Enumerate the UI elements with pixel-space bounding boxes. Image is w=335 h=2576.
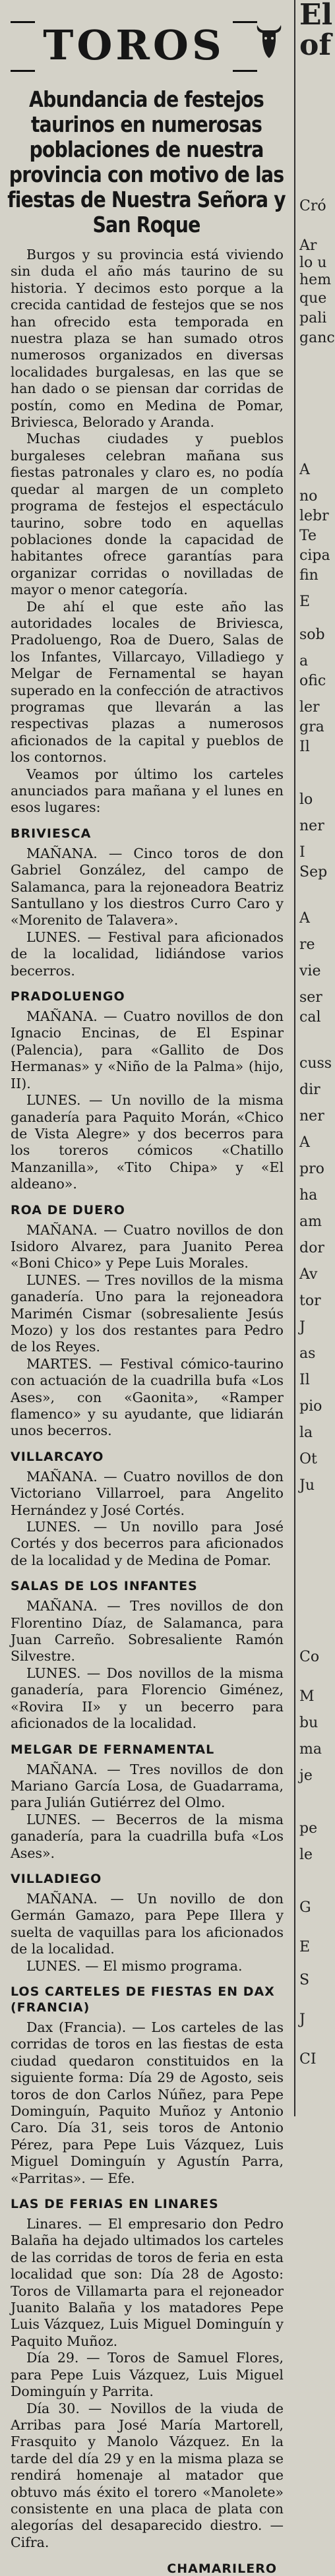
section-paragraph: LUNES. — Festival para aficionados de la localidad, lidiándose varios becerros.: [11, 929, 284, 979]
edge-fragment: pali: [299, 310, 327, 326]
section-heading-villadiego: VILLADIEGO: [11, 1871, 102, 1886]
edge-fragment: as: [299, 1345, 316, 1362]
edge-fragment: Co: [299, 1649, 320, 1665]
section-paragraph: MARTES. — Festival cómico-taurino con actuación de la cuadrilla bufa «Los Ases», con «Gaonita», «Ramper flamenco» y su ayudante, que lidiarán unos becerros.: [11, 1355, 284, 1439]
section-paragraph: Día 29. — Toros de Samuel Flores, para Pepe Luis Vázquez, Luis Miguel Dominguín y Parrita.: [11, 2350, 284, 2400]
section-header: [11, 15, 284, 80]
edge-fragment: am: [299, 1213, 322, 1230]
edge-fragment: ner: [299, 1108, 324, 1124]
edge-fragment: I: [299, 844, 305, 861]
section-heading-linares: LAS DE FERIAS EN LINARES: [11, 2197, 219, 2212]
section-paragraph: LUNES. — Un novillo para José Cortés y dos becerros para aficionados de la localidad y de Medina de Pomar.: [11, 1519, 284, 1568]
edge-fragment: pro: [299, 1161, 324, 1177]
adjacent-column-fragment: [297, 0, 335, 2116]
edge-fragment: J: [299, 1319, 305, 1335]
section-paragraph: Día 30. — Novillos de la viuda de Arribas para José María Martorell, Frasquito y Manolo Vázquez. En la tarde del día 29 y en la misma plaza se rendirá homenaje al matador que obtuvo más éxito el torero «Manolete» consistente en una placa de plata con alegorías del desaparecido diestro. — Cifra.: [11, 2400, 284, 2550]
edge-fragment: A: [299, 462, 310, 478]
edge-fragment: le: [299, 1847, 313, 1863]
edge-fragment: no: [299, 488, 318, 505]
edge-fragment: lebr: [299, 508, 329, 524]
edge-fragment: que: [299, 290, 327, 307]
edge-fragment: cipa: [299, 547, 330, 564]
edge-fragment: ner: [299, 818, 324, 834]
edge-fragment: hem: [299, 272, 332, 288]
edge-fragment: ma: [299, 1741, 322, 1758]
section-title: TOROS: [35, 16, 233, 75]
edge-fragment: ser: [299, 989, 322, 1006]
edge-fragment: Ar: [299, 237, 317, 254]
edge-fragment: CI: [299, 2051, 317, 2068]
edge-fragment: lo u: [299, 255, 327, 271]
article-intro: [11, 247, 284, 816]
edge-fragment: lo: [299, 791, 313, 808]
section-heading-villarcayo: VILLARCAYO: [11, 1449, 104, 1464]
section-paragraph: MAÑANA. — Cuatro novillos de don Ignacio Encinas, de El Espinar (Palencia), para «Gallito de Dos Hermanas» y «Niño de la Palma» (hijo, II).: [11, 1008, 284, 1091]
intro-paragraph: Veamos por último los carteles anunciados para mañana y el lunes en esos lugares:: [11, 766, 284, 816]
edge-fragment: ofic: [299, 673, 326, 689]
section-heading-pradoluengo: PRADOLUENGO: [11, 989, 125, 1004]
edge-fragment: E: [299, 594, 311, 610]
edge-fragment: ler: [299, 699, 320, 716]
edge-fragment: tor: [299, 1293, 321, 1309]
edge-fragment: Ju: [299, 1477, 315, 1494]
section-paragraph: MAÑANA. — Tres novillos de don Florentino Díaz, de Salamanca, para Juan Carreño. Sobresaliente Ramón Silvestre.: [11, 1598, 284, 1665]
section-paragraph: MAÑANA. — Un novillo de don Germán Gamazo, para Pepe Illera y suelta de vaquillas para los aficionados de la localidad.: [11, 1890, 284, 1957]
section-heading-roa-de-duero: ROA DE DUERO: [11, 1202, 125, 1217]
section-paragraph: MAÑANA. — Tres novillos de don Mariano García Losa, de Guadarrama, para Julián Gutiérrez del Olmo.: [11, 1761, 284, 1811]
intro-paragraph: De ahí el que este año las autoridades locales de Briviesca, Pradoluengo, Roa de Duero, Salas de los Infantes, Villarcayo, Villadiego y Melgar de Fernamental se hayan superado en la confección de atractivos programas que llevarán a las respectivas plazas a numerosos aficionados de la capital y pueblos de los contornos.: [11, 598, 284, 766]
edge-fragment: Sep: [299, 864, 328, 880]
section-paragraph: Linares. — El empresario don Pedro Balaña ha dejado ultimados los carteles de las corridas de toros de feria en esta localidad que son: Día 28 de Agosto: Toros de Villamarta para el rejoneador Juanito Balaña y los matadores Pepe Luis Vázquez, Luis Miguel Dominguín y Paquito Muñoz.: [11, 2216, 284, 2349]
edge-fragment: vie: [299, 963, 321, 979]
intro-paragraph: Burgos y su provincia está viviendo sin duda el año más taurino de su historia. Y decimos esto porque a la crecida cantidad de festejos que se nos han ofrecido esta temporada en nuestra plaza se han sumado otros numerosos organizados en diversas localidades burgalesas, en las que se han dado o se piensan dar corridas de postín, como en Medina de Pomar, Briviesca, Belorado y Aranda.: [11, 247, 284, 431]
edge-fragment: dir: [299, 1082, 320, 1098]
section-paragraph: MAÑANA. — Cinco toros de don Gabriel González, del campo de Salamanca, para la rejoneadora Beatriz Santullano y los diestros Curro Caro y «Morenito de Talavera».: [11, 845, 284, 929]
edge-fragment: of: [299, 28, 332, 62]
edge-fragment: ganc: [299, 330, 335, 346]
edge-fragment: fin: [299, 567, 319, 584]
column-divider: [294, 0, 295, 2116]
section-paragraph: LUNES. — Tres novillos de la misma ganadería. Uno para la rejoneadora Marimén Cismar (sobresaliente Jesús Mozo) y los dos restantes para Pedro de los Reyes.: [11, 1272, 284, 1355]
section-paragraph: MAÑANA. — Cuatro novillos de don Victoriano Villarroel, para Angelito Hernández y José Cortés.: [11, 1468, 284, 1518]
headline: Abundancia de festejos taurinos en numerosas poblaciones de nuestra provincia con motivo de las fiestas de Nuestra Señora y San Roque: [7, 86, 286, 237]
section-heading-dax: LOS CARTELES DE FIESTAS EN DAX (FRANCIA): [11, 1984, 275, 2015]
section-paragraph: MAÑANA. — Cuatro novillos de don Isidoro Alvarez, para Juanito Perea «Boni Chico» y Pepe Luis Morales.: [11, 1221, 284, 1272]
bull-head-icon: [255, 21, 284, 61]
edge-fragment: cal: [299, 1009, 321, 1026]
edge-fragment: Cró: [299, 198, 326, 214]
edge-fragment: dor: [299, 1240, 324, 1256]
section-paragraph: LUNES. — Un novillo de la misma ganadería para Paquito Morán, «Chico de Vista Alegre» y dos becerros para los toreros cómicos «Chatillo Manzanilla», «Tito Chipa» y «El aldeano».: [11, 1092, 284, 1192]
edge-fragment: re: [299, 936, 315, 953]
section-heading-melgar-de-fernamental: MELGAR DE FERNAMENTAL: [11, 1742, 215, 1757]
edge-fragment: E: [299, 1939, 311, 1955]
edge-fragment: Il: [299, 739, 310, 755]
intro-paragraph: Muchas ciudades y pueblos burgaleses celebran mañana sus fiestas patronales y claro es, no podía quedar al margen de un completo programa de festejos el espectáculo taurino, sobre todo en aquellas poblaciones donde la capacidad de habitantes ofrece garantías para organizar corridas o novilladas de mayor o menor categoría.: [11, 431, 284, 598]
edge-fragment: A: [299, 1134, 310, 1151]
edge-fragment: A: [299, 910, 310, 927]
edge-fragment: a: [299, 653, 309, 669]
edge-fragment: bu: [299, 1715, 319, 1731]
section-paragraph: LUNES. — Dos novillos de la misma ganadería, para Florencio Giménez, «Rovira II» y un becerro para aficionados de la localidad.: [11, 1665, 284, 1732]
edge-fragment: ha: [299, 1187, 318, 1204]
section-paragraph: LUNES. — El mismo programa.: [26, 1957, 243, 1974]
edge-fragment: cuss: [299, 1055, 332, 1072]
section-heading-briviesca: BRIVIESCA: [11, 826, 92, 841]
author-signature: CHAMARILERO: [167, 2561, 277, 2576]
edge-fragment: Te: [299, 528, 317, 544]
edge-fragment: El: [299, 0, 333, 32]
edge-fragment: G: [299, 1899, 311, 1916]
edge-fragment: sob: [299, 627, 325, 643]
edge-fragment: Il: [299, 1372, 310, 1388]
edge-fragment: M: [299, 1688, 315, 1705]
section-paragraph: Dax (Francia). — Los carteles de las corridas de toros en las fiestas de esta ciudad quedaron constituidos en la siguiente forma: Día 29 de Agosto, seis toros de don Carlos Núñez, para Pepe Dominguín, Paquito Muñoz y Antonio Caro. Día 31, seis toros de Antonio Pérez, para Pepe Luis Vázquez, Luis Miguel Dominguín y Agustín Parra, «Parritas». — Efe.: [11, 2019, 284, 2186]
edge-fragment: J: [299, 2011, 305, 2028]
edge-fragment: S: [299, 1972, 310, 1988]
edge-fragment: je: [299, 1767, 313, 1784]
section-paragraph: LUNES. — Becerros de la misma ganadería, para la cuadrilla bufa «Los Ases».: [11, 1811, 284, 1861]
edge-fragment: Av: [299, 1266, 318, 1283]
section-heading-salas-de-los-infantes: SALAS DE LOS INFANTES: [11, 1579, 198, 1594]
edge-fragment: gra: [299, 719, 324, 735]
edge-fragment: la: [299, 1425, 313, 1441]
edge-fragment: pe: [299, 1820, 318, 1837]
edge-fragment: Ot: [299, 1451, 317, 1467]
edge-fragment: pio: [299, 1398, 322, 1415]
